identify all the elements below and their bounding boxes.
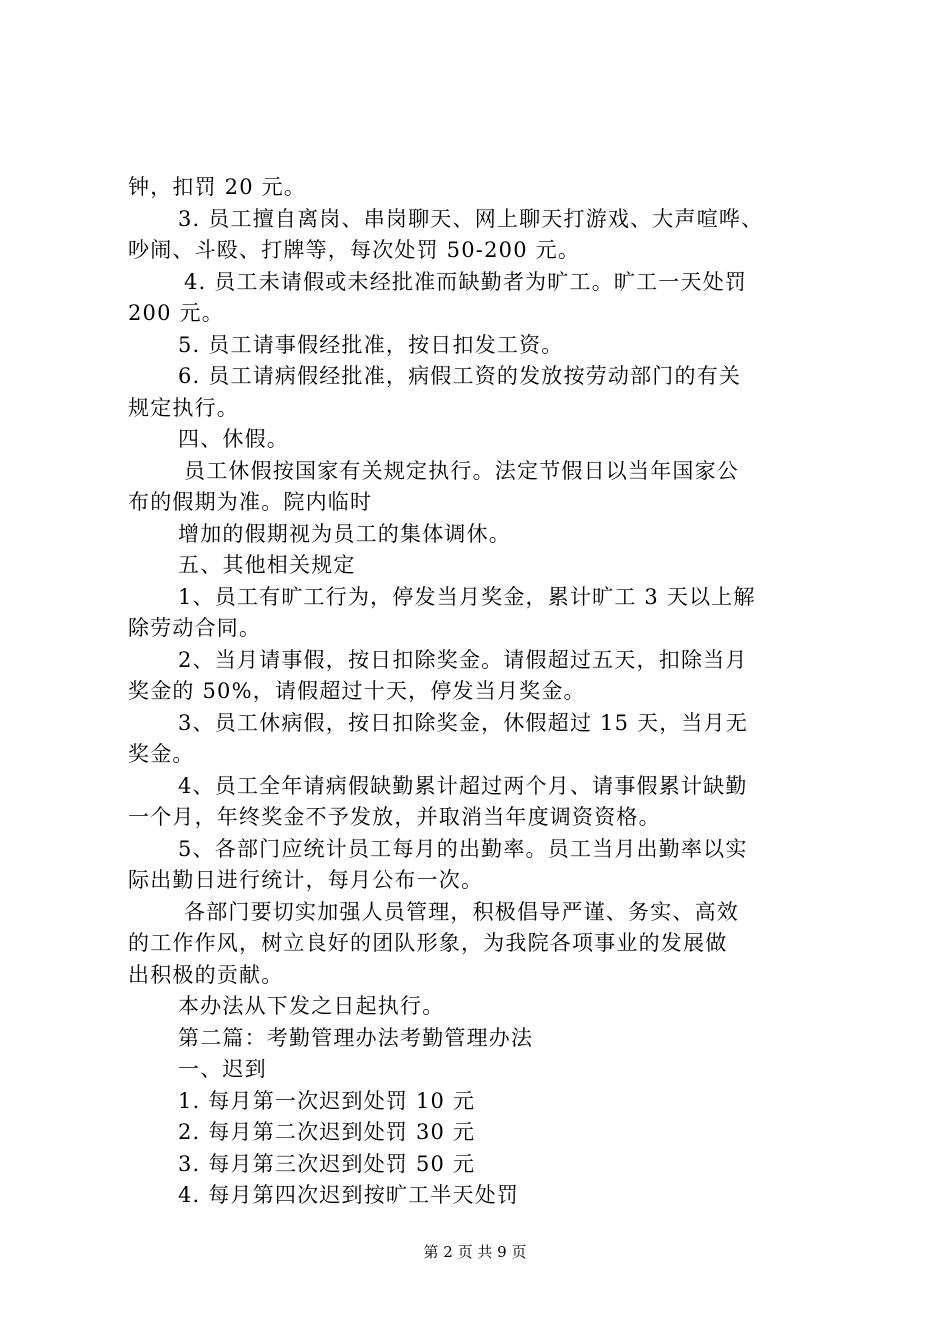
text-line: 除劳动合同。: [128, 616, 262, 640]
text-line: 员工休假按国家有关规定执行。法定节假日以当年国家公: [184, 458, 739, 483]
text-line: 4、员工全年请病假缺勤累计超过两个月、请事假累计缺勤: [178, 773, 748, 798]
text-line: 6. 员工请病假经批准，病假工资的发放按劳动部门的有关: [178, 364, 742, 388]
text-line: 的工作作风，树立良好的团队形象，为我院各项事业的发展做: [128, 931, 728, 955]
text-line: 规定执行。: [128, 395, 239, 420]
document-body: [128, 172, 848, 1212]
text-line: 奖金的 50%，请假超过十天，停发当月奖金。: [128, 679, 586, 703]
text-line: 1、员工有旷工行为，停发当月奖金，累计旷工 3 天以上解: [178, 584, 756, 609]
text-line: 吵闹、斗殴、打牌等，每次处罚 50-200 元。: [128, 238, 581, 262]
section-heading: 一、迟到: [178, 1057, 267, 1081]
text-line: 出积极的贡献。: [128, 962, 284, 987]
text-line: 5. 员工请事假经批准，按日扣发工资。: [178, 332, 564, 357]
list-item: 1. 每月第一次迟到处罚 10 元: [178, 1088, 476, 1113]
text-line: 增加的假期视为员工的集体调休。: [178, 521, 511, 546]
chapter-heading: 第二篇：考勤管理办法考勤管理办法: [178, 1025, 534, 1050]
section-heading: 五、其他相关规定: [178, 553, 356, 577]
text-line: 200 元。: [128, 301, 224, 325]
list-item: 3. 每月第三次迟到处罚 50 元: [178, 1151, 476, 1176]
text-line: 各部门要切实加强人员管理，积极倡导严谨、务实、高效: [184, 899, 739, 924]
page-number-footer: 第 2 页 共 9 页: [423, 1243, 527, 1261]
text-line: 布的假期为准。院内临时: [128, 490, 373, 514]
text-line: 际出勤日进行统计，每月公布一次。: [128, 868, 484, 892]
text-line: 5、各部门应统计员工每月的出勤率。员工当月出勤率以实: [178, 836, 748, 861]
text-line: 3. 员工擅自离岗、串岗聊天、网上聊天打游戏、大声喧哗、: [178, 206, 764, 231]
text-line: 钟，扣罚 20 元。: [128, 175, 307, 199]
section-heading: 四、休假。: [178, 427, 289, 451]
text-line: 本办法从下发之日起执行。: [178, 994, 445, 1018]
list-item: 2. 每月第二次迟到处罚 30 元: [178, 1120, 476, 1144]
text-line: 一个月，年终奖金不予发放，并取消当年度调资资格。: [128, 805, 661, 829]
list-item: 4. 每月第四次迟到按旷工半天处罚: [178, 1183, 520, 1207]
text-line: 4. 员工未请假或未经批准而缺勤者为旷工。旷工一天处罚: [184, 269, 748, 294]
text-line: 奖金。: [128, 742, 195, 766]
text-line: 3、员工休病假，按日扣除奖金，休假超过 15 天，当月无: [178, 710, 749, 735]
text-line: 2、当月请事假，按日扣除奖金。请假超过五天，扣除当月: [178, 647, 748, 672]
